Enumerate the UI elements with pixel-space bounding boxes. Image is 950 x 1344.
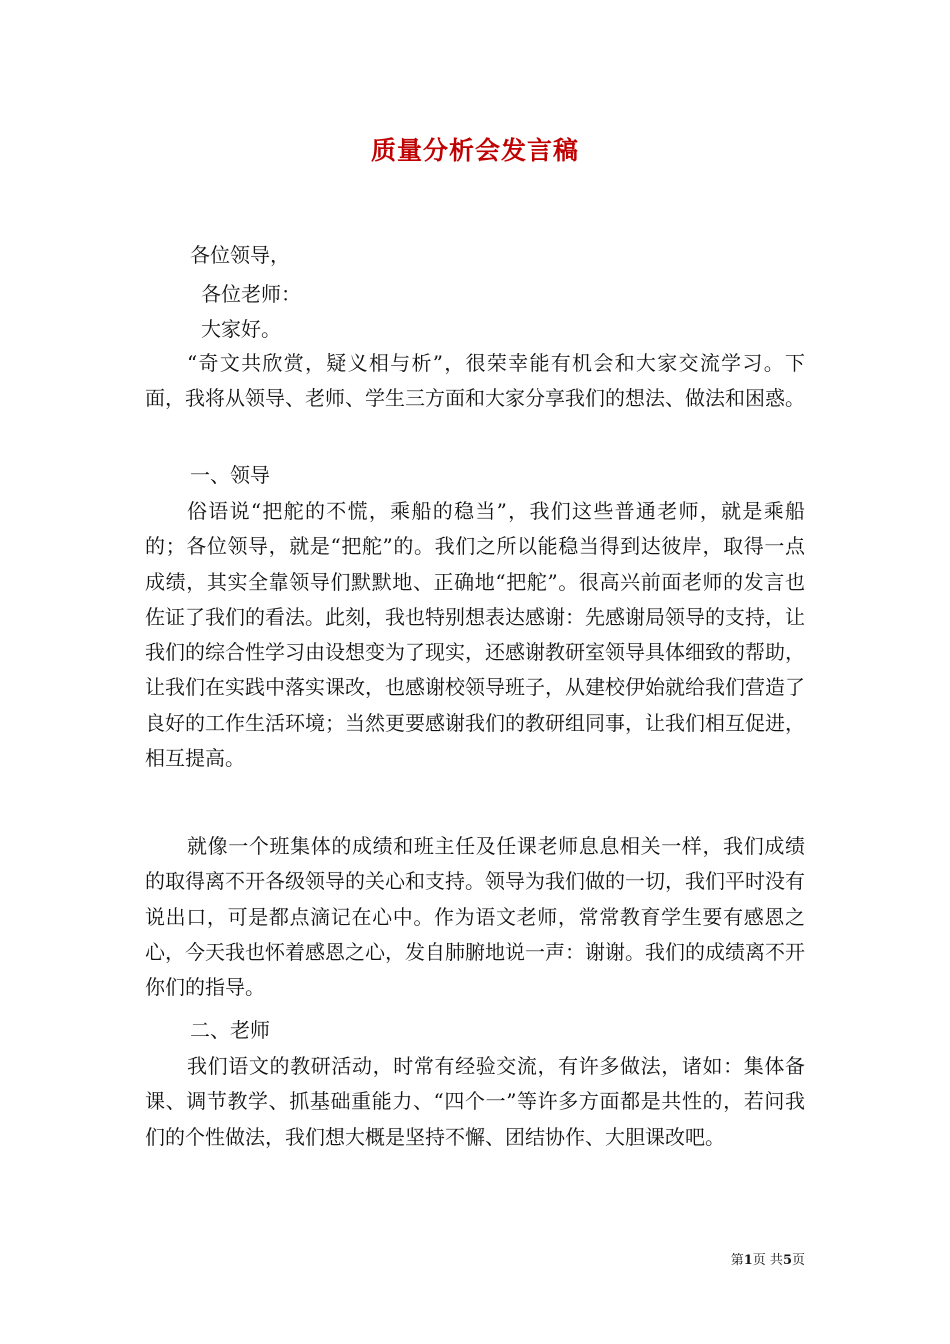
footer-total-pages: 5	[782, 1253, 792, 1268]
footer-prefix: 第	[730, 1253, 744, 1268]
greeting: 大家好。	[201, 317, 281, 341]
paragraph-leaders-support: 就像一个班集体的成绩和班主任及任课老师息息相关一样，我们成绩的取得离不开各级领导的关心和支持。领导为我们做的一切，我们平时没有说出口，可是都点滴记在心中。作为语文老师，常常教育学生要有感恩之心，今天我也怀着感恩之心，发自肺腑地说一声：谢谢。我们的成绩离不开你们的指导。	[145, 834, 805, 1000]
footer-suffix: 页	[791, 1253, 805, 1268]
paragraph-leaders-gratitude: 俗语说“把舵的不慌，乘船的稳当”，我们这些普通老师，就是乘船的；各位领导，就是“把舵”的。我们之所以能稳当得到达彼岸，取得一点成绩，其实全靠领导们默默地、正确地“把舵”。很高兴前面老师的发言也佐证了我们的看法。此刻，我也特别想表达感谢：先感谢局领导的支持，让我们的综合性学习由设想变为了现实，还感谢教研室领导具体细致的帮助，让我们在实践中落实课改，也感谢校领导班子，从建校伊始就给我们营造了良好的工作生活环境；当然更要感谢我们的教研组同事，让我们相互促进，相互提高。	[145, 499, 805, 771]
paragraph-intro: “奇文共欣赏，疑义相与析”，很荣幸能有机会和大家交流学习。下面，我将从领导、老师、学生三方面和大家分享我们的想法、做法和困惑。	[145, 351, 805, 411]
section-heading-teachers: 二、老师	[190, 1018, 270, 1042]
salutation-teachers: 各位老师：	[201, 282, 301, 306]
document-title: 质量分析会发言稿	[370, 136, 579, 165]
salutation-leaders: 各位领导，	[190, 243, 290, 267]
footer-middle: 页 共	[752, 1253, 783, 1268]
section-heading-leaders: 一、领导	[190, 463, 270, 487]
page-number-footer	[731, 1249, 805, 1268]
paragraph-teachers-practice: 我们语文的教研活动，时常有经验交流，有许多做法，诸如：集体备课、调节教学、抓基础重能力、“四个一”等许多方面都是共性的，若问我们的个性做法，我们想大概是坚持不懈、团结协作、大胆课改吧。	[145, 1054, 805, 1149]
footer-current-page: 1	[743, 1253, 753, 1268]
